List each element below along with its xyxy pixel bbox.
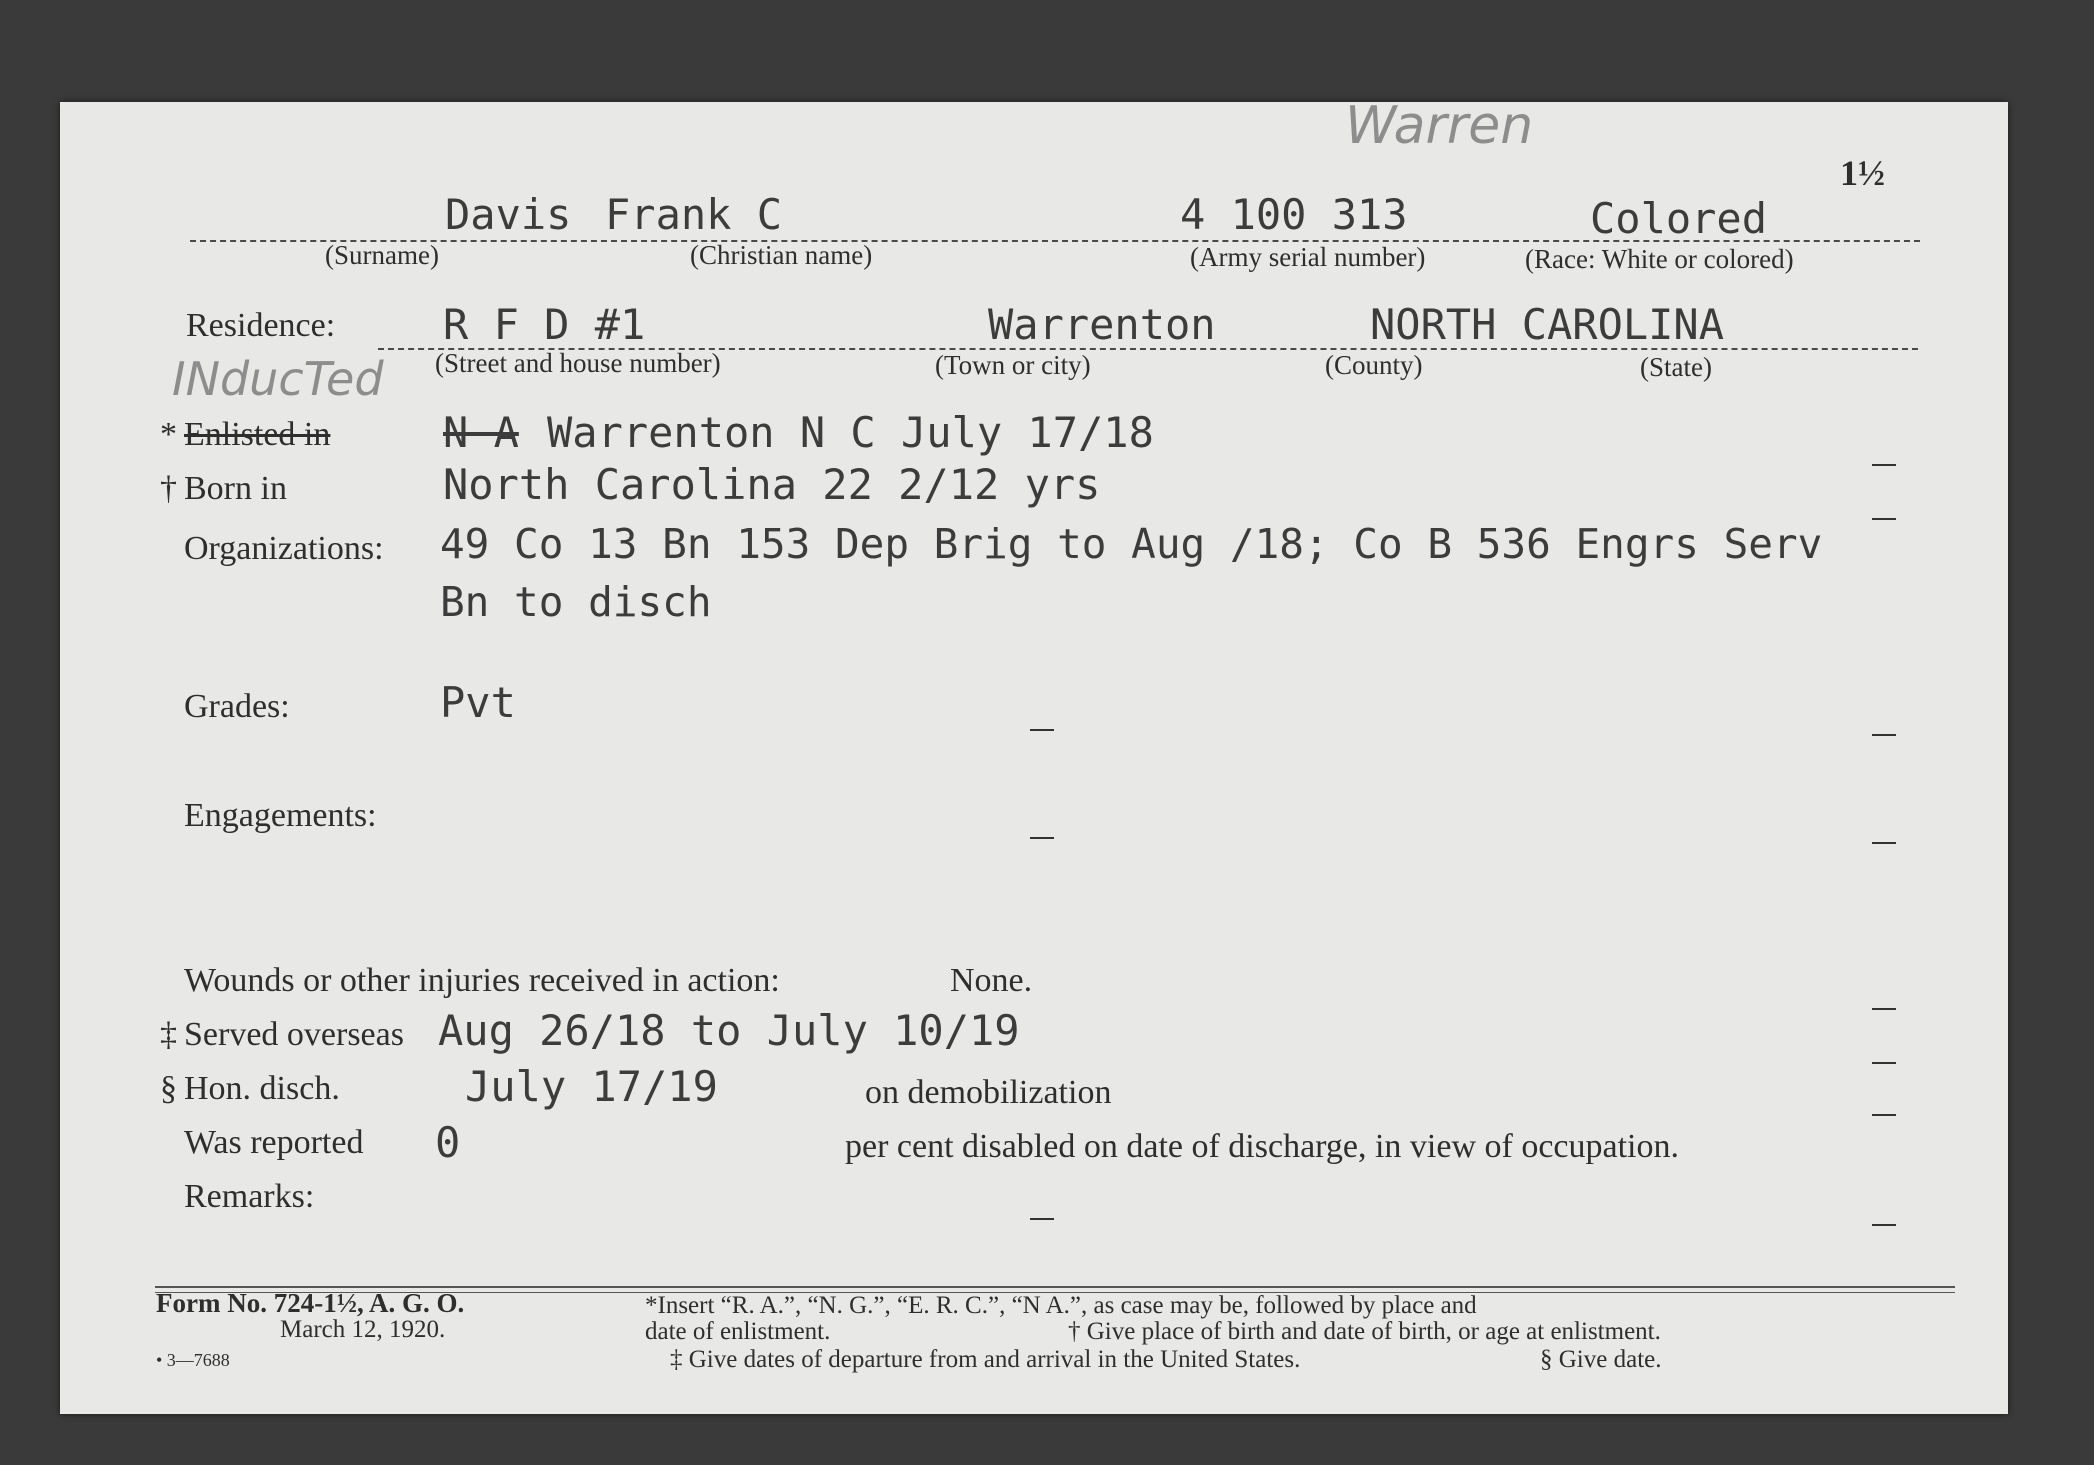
grades-end-dash — [1872, 734, 1896, 736]
engagements-label: Engagements: — [184, 797, 377, 834]
residence-state-value: NORTH CAROLINA — [1370, 300, 1725, 349]
organizations-label: Organizations: — [184, 530, 384, 567]
inducted-handwritten-note: INducTed — [172, 352, 384, 406]
organizations-line1: 49 Co 13 Bn 153 Dep Brig to Aug /18; Co B 536 Engrs Serv — [440, 520, 1823, 568]
race-caption: (Race: White or colored) — [1525, 244, 1794, 274]
reported-suffix: per cent disabled on date of discharge, in view of occupation. — [845, 1128, 1679, 1165]
grades-mid-dash — [1030, 729, 1054, 731]
remarks-end-dash — [1872, 1224, 1896, 1226]
wounds-value: None. — [950, 962, 1033, 999]
overseas-end-dash — [1872, 1062, 1896, 1064]
born-label: Born in — [184, 470, 287, 507]
discharge-date-value: July 17/19 — [465, 1062, 718, 1111]
town-caption: (Town or city) — [935, 350, 1091, 380]
remarks-mid-dash — [1030, 1218, 1054, 1220]
discharge-end-dash — [1872, 1114, 1896, 1116]
footnote-insert-line1: *Insert “R. A.”, “N. G.”, “E. R. C.”, “N A.”, as case may be, followed by place and — [645, 1292, 1477, 1319]
grades-value: Pvt — [440, 678, 516, 727]
enlisted-value: Warrenton N C July 17/18 — [547, 408, 1154, 457]
remarks-label: Remarks: — [184, 1178, 315, 1215]
christian-name-value: Frank C — [605, 190, 783, 239]
surname-value: Davis — [445, 190, 572, 239]
county-handwritten-note: Warren — [1345, 96, 1534, 156]
engagements-mid-dash — [1030, 837, 1054, 839]
enlisted-end-dash — [1872, 464, 1896, 466]
county-caption: (County) — [1325, 350, 1423, 380]
race-value: Colored — [1590, 194, 1768, 243]
organizations-line2: Bn to disch — [440, 578, 712, 626]
discharge-label: Hon. disch. — [184, 1070, 340, 1107]
wounds-end-dash — [1872, 1008, 1896, 1010]
footnote-insert-line2: date of enlistment. — [645, 1318, 831, 1345]
grades-label: Grades: — [184, 688, 290, 725]
discharge-marker: § — [160, 1070, 177, 1107]
service-record-card — [60, 96, 2008, 1414]
footnote-discharge: § Give date. — [1540, 1346, 1662, 1373]
enlisted-label: Enlisted in — [184, 416, 331, 453]
state-caption: (State) — [1640, 352, 1712, 382]
reported-value: 0 — [435, 1118, 461, 1167]
residence-town-value: Warrenton — [988, 300, 1216, 349]
footnote-overseas: ‡ Give dates of departure from and arrival in the United States. — [670, 1346, 1301, 1373]
name-line — [190, 240, 1920, 242]
form-number: Form No. 724-1½, A. G. O. — [156, 1288, 465, 1318]
serial-caption: (Army serial number) — [1190, 242, 1426, 272]
enlisted-struck-value: N A — [443, 408, 519, 457]
born-end-dash — [1872, 518, 1896, 520]
discharge-reason: on demobilization — [865, 1074, 1112, 1111]
overseas-label: Served overseas — [184, 1016, 404, 1053]
reported-label: Was reported — [184, 1124, 364, 1161]
overseas-value: Aug 26/18 to July 10/19 — [438, 1006, 1020, 1055]
residence-label: Residence: — [186, 307, 336, 344]
born-marker: † — [160, 470, 177, 507]
residence-street-value: R F D #1 — [443, 300, 646, 349]
engagements-end-dash — [1872, 842, 1896, 844]
form-fraction: 1½ — [1840, 153, 1885, 193]
wounds-label: Wounds or other injuries received in action: — [184, 962, 780, 999]
print-code: • 3—7688 — [156, 1350, 230, 1370]
surname-caption: (Surname) — [325, 240, 439, 270]
form-date: March 12, 1920. — [280, 1316, 446, 1343]
christian-caption: (Christian name) — [690, 240, 873, 270]
serial-number-value: 4 100 313 — [1180, 190, 1408, 239]
footnote-birth: † Give place of birth and date of birth, or age at enlistment. — [1068, 1318, 1661, 1345]
overseas-marker: ‡ — [160, 1016, 177, 1053]
born-value: North Carolina 22 2/12 yrs — [443, 460, 1101, 509]
enlisted-marker: * — [160, 416, 177, 453]
street-caption: (Street and house number) — [435, 348, 721, 378]
